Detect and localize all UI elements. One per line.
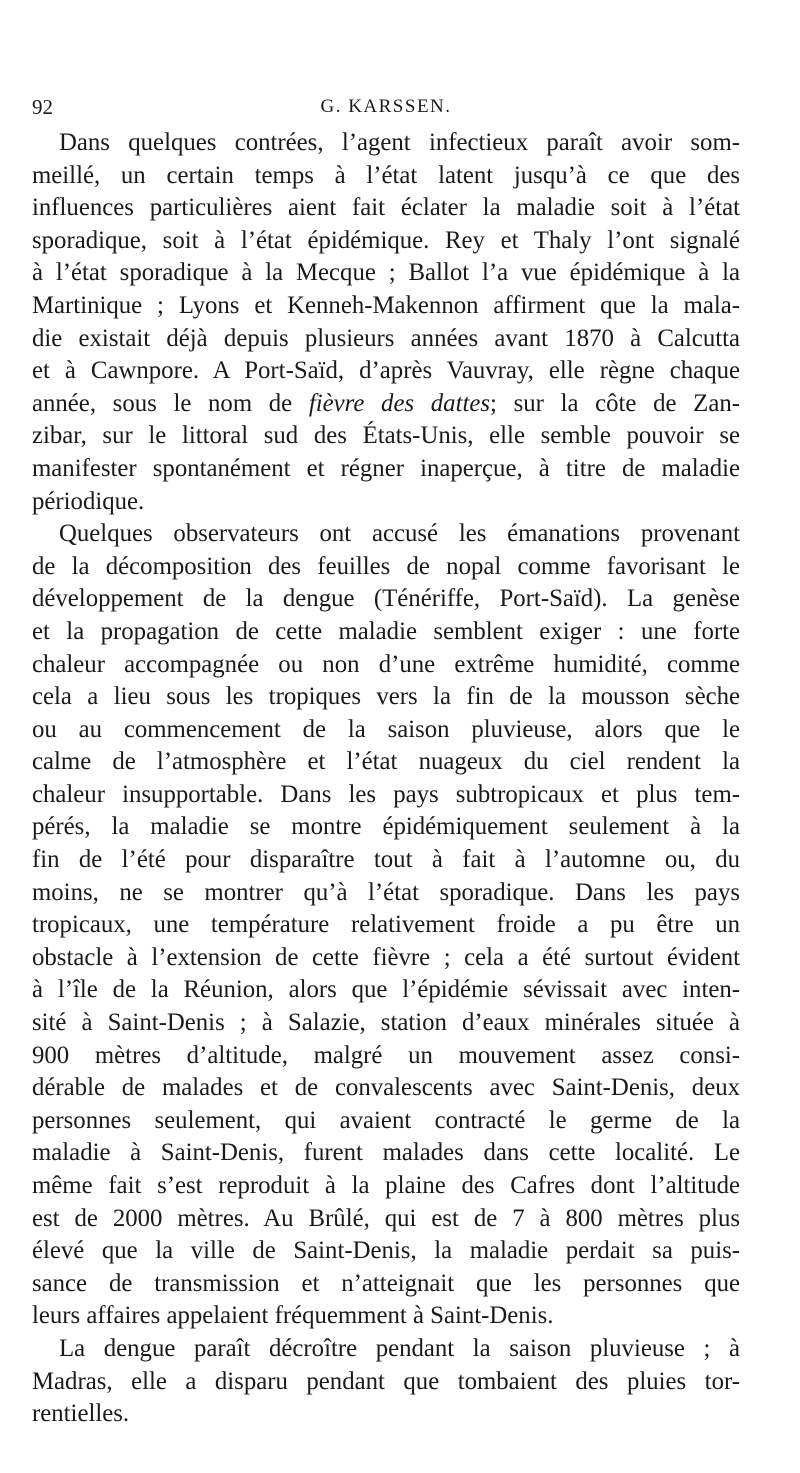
text-line: 900 mètres d’altitude, malgré un mouvement assez consi- [32, 1041, 740, 1069]
text-line: manifester spontanément et régner inaperçue, à titre de maladie [32, 454, 740, 482]
text-line: influences particulières aient fait éclater la maladie soit à l’état [32, 194, 740, 222]
text-line: et la propagation de cette maladie semblent exiger : une forte [32, 617, 740, 645]
text-line: fin de l’été pour disparaître tout à fait à l’automne ou, du [32, 846, 740, 874]
running-head: G. KARSSEN. [320, 96, 452, 117]
text-line: calme de l’atmosphère et l’état nuageux du ciel rendent la [32, 748, 740, 776]
text-line: périodique. [32, 487, 145, 515]
text-line: ou au commencement de la saison pluvieuse, alors que le [32, 715, 740, 743]
text-line: Martinique ; Lyons et Kenneh-Makennon affirment que la mala- [32, 291, 740, 319]
text-line: et à Cawnpore. A Port-Saïd, d’après Vauvray, elle règne chaque [32, 357, 740, 385]
text-line: meillé, un certain temps à l’état latent jusqu’à ce que des [32, 161, 740, 189]
page-number: 92 [32, 95, 53, 119]
text-line: sance de transmission et n’atteignait que les personnes que [32, 1269, 740, 1297]
text-line: Madras, elle a disparu pendant que tombaient des pluies tor- [32, 1367, 740, 1395]
text-line: maladie à Saint-Denis, furent malades dans cette localité. Le [32, 1139, 740, 1167]
body-text [32, 127, 740, 1431]
italic-term: fièvre des dattes [308, 389, 491, 417]
text-line: pérés, la maladie se montre épidémiquement seulement à la [32, 813, 740, 841]
text-segment: ; sur la côte de Zan- [490, 389, 740, 417]
text-line: à l’île de la Réunion, alors que l’épidémie sévissait avec inten- [32, 976, 740, 1004]
text-line: chaleur insupportable. Dans les pays subtropicaux et plus tem- [32, 780, 740, 808]
paragraph-1 [32, 127, 740, 518]
text-line: tropicaux, une température relativement froide a pu être un [32, 911, 740, 939]
text-line: dérable de malades et de convalescents avec Saint-Denis, deux [32, 1074, 740, 1102]
text-line: développement de la dengue (Ténériffe, Port-Saïd). La genèse [32, 585, 740, 613]
paragraph-2 [32, 518, 740, 1333]
text-line: sporadique, soit à l’état épidémique. Rey et Thaly l’ont signalé [32, 226, 740, 254]
text-line: de la décomposition des feuilles de nopal comme favorisant le [32, 552, 740, 580]
text-line-mixed [32, 388, 740, 421]
text-line: personnes seulement, qui avaient contracté le germe de la [32, 1106, 740, 1134]
text-line: moins, ne se montrer qu’à l’état sporadique. Dans les pays [32, 878, 740, 906]
paragraph-3 [32, 1333, 740, 1431]
page-header [32, 92, 740, 122]
text-line: chaleur accompagnée ou non d’une extrême humidité, comme [32, 650, 740, 678]
text-line: obstacle à l’extension de cette fièvre ; cela a été surtout évident [32, 943, 740, 971]
text-line: même fait s’est reproduit à la plaine des Cafres dont l’altitude [32, 1172, 740, 1199]
text-line: à l’état sporadique à la Mecque ; Ballot l’a vue épidémique à la [32, 259, 740, 287]
text-segment: année, sous le nom de [32, 389, 293, 417]
text-line: rentielles. [32, 1400, 130, 1428]
text-line: leurs affaires appelaient fréquemment à Saint-Denis. [32, 1302, 554, 1330]
text-line: Dans quelques contrées, l’agent infectieux paraît avoir som- [59, 129, 740, 156]
text-line: élevé que la ville de Saint-Denis, la maladie perdait sa puis- [32, 1237, 740, 1265]
text-line: die existait déjà depuis plusieurs années avant 1870 à Calcutta [32, 324, 740, 352]
text-line: Quelques observateurs ont accusé les émanations provenant [59, 520, 740, 548]
text-line: La dengue paraît décroître pendant la saison pluvieuse ; à [59, 1334, 740, 1362]
text-line: est de 2000 mètres. Au Brûlé, qui est de 7 à 800 mètres plus [32, 1204, 740, 1232]
text-line: sité à Saint-Denis ; à Salazie, station d’eaux minérales située à [32, 1009, 740, 1037]
text-line: zibar, sur le littoral sud des États-Unis, elle semble pouvoir se [32, 422, 740, 450]
text-line: cela a lieu sous les tropiques vers la fin de la mousson sèche [32, 683, 740, 711]
